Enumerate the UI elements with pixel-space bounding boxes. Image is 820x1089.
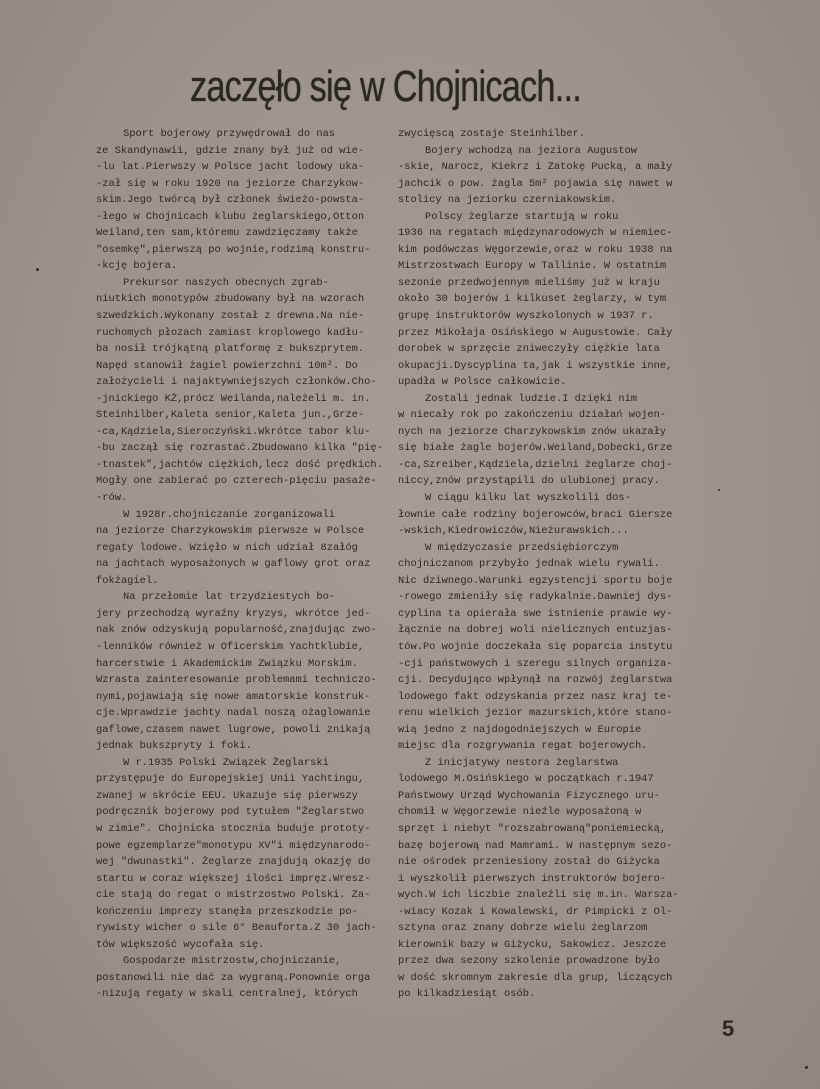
text-line: cie stają do regat o mistrzostwo Polski. Za- [96, 889, 371, 902]
text-line: wych.W ich liczbie znaleźli się m.in. Warsza- [398, 889, 679, 902]
text-line: w dość skromnym zakresie dla grup, liczących [398, 971, 673, 984]
text-line: fokżagiel. [96, 574, 159, 587]
text-line: wią jedno z najdogodniejszych w Europie [398, 723, 642, 736]
text-line: Mogły one zabierać po czterech-pięciu pasaże- [96, 475, 377, 488]
page-number: 5 [722, 1016, 735, 1041]
text-line: cji. Decydująco wpłynął na rozwój żeglarstwa [398, 674, 673, 687]
text-line: na jeziorze Charzykowskim pierwsze w Polsce [96, 525, 365, 538]
text-line: upadła w Polsce całkowicie. [398, 376, 567, 389]
text-line: wej "dwunastki". Żeglarze znajdują okazję do [96, 856, 371, 869]
text-line: nak znów odzyskują popularność,znajdując zwo- [96, 624, 377, 637]
text-line: około 30 bojerów i kilkuset żeglarzy, w tym [398, 293, 667, 306]
text-line: ze Skandynawii, gdzie znany był już od wie- [96, 144, 365, 157]
text-line: grupę instruktorów wyszkolonych w 1937 r. [398, 310, 654, 323]
text-line: kierownik bazy w Giżycku, Sakowicz. Jeszcze [398, 938, 667, 951]
text-line: Zostali jednak ludzie.I dzięki nim [425, 392, 638, 405]
text-line: Mistrzostwach Europy w Tallinie. W ostatnim [398, 260, 667, 273]
text-line: -ca,Szreiber,Kądziela,dzielni żeglarze choj- [398, 458, 673, 471]
text-line: rywisty wicher o sile 6° Beauforta.Z 30 jach- [96, 922, 377, 935]
text-line: W r.1935 Polski Związek Żeglarski [123, 756, 329, 769]
text-line: W międzyczasie przedsiębiorczym [425, 541, 619, 554]
text-line: zwycięscą zostaje Steinhilber. [398, 128, 586, 140]
text-line: jednak bukszpryty i foki. [96, 740, 252, 753]
text-line: regaty lodowe. Wzięło w nich udział 8załóg [96, 541, 358, 554]
text-line: -wskich,Kiedrowiczów,Nieżurawskich... [398, 525, 629, 538]
text-line: -rów. [96, 492, 128, 505]
text-line: -cji państwowych i szeregu silnych organiza- [398, 657, 673, 670]
print-speck [718, 489, 720, 491]
text-line: -lenników również w Oficerskim Yachtklubie, [96, 640, 365, 653]
text-line: -jnickiego KŻ,prócz Weilanda,należeli m. in. [96, 392, 371, 405]
text-line: powe egzemplarze"monotypu XV"i międzynarodo- [96, 839, 371, 852]
text-line: zwanej w skrócie EEU. Ukazuje się pierwszy [96, 789, 358, 802]
text-line: kim podówczas Węgorzewie,oraz w roku 1938 na [398, 243, 673, 256]
text-line: niccy,znów przystąpili do ulubionej pracy. [398, 475, 660, 488]
text-line: Nic dziwnego.Warunki egzystencji sportu boje [398, 574, 673, 587]
text-line: -bu zaczął się rozrastać.Zbudowano kilka "pię- [96, 442, 383, 455]
text-line: "osemkę",pierwszą po wojnie,rodzimą konstru- [96, 243, 371, 256]
text-line: Prekursor naszych obecnych zgrab- [123, 276, 329, 289]
text-line: łącznie na dobrej woli nielicznych entuzjas- [398, 624, 673, 637]
left-text-column [96, 126, 390, 1003]
text-line: miejsc dla rozgrywania regat bojerowych. [398, 740, 648, 753]
print-speck [36, 268, 39, 271]
text-line: startu w coraz większej ilości impręz.Wresz- [96, 872, 371, 885]
text-line: sztyna oraz znany dobrze wielu żeglarzom [398, 922, 648, 935]
text-line: nymi,pojawiają się nowe amatorskie konstruk- [96, 690, 371, 703]
text-line: W 1928r.chojniczanie zorganizowali [123, 508, 336, 521]
text-line: cje.Wprawdzie jachty nadal noszą ożaglowanie [96, 707, 371, 720]
article-headline: zaczęło się w Chojnicach... [190, 62, 581, 111]
text-line: lodowego M.Osińskiego w początkach r.1947 [398, 773, 654, 786]
text-line: -zał się w roku 1920 na jeziorze Charzykow- [96, 177, 365, 190]
text-line: w niecały rok po zakończeniu działań wojen- [398, 409, 667, 422]
text-line: jery przechodzą wyraźny kryzys, wkrótce jed- [96, 607, 371, 620]
text-line: chojniczanom przybyło jednak wielu rywali. [398, 558, 660, 571]
text-line: okupacji.Dyscyplina ta,jak i wszystkie inne, [398, 359, 673, 372]
text-line: Weiland,ten sam,któremu zawdzięczamy także [96, 227, 358, 240]
text-line: przez dwa sezony szkolenie prowadzone było [398, 955, 660, 968]
text-line: tów.Po wojnie doczekała się poparcia instytu [398, 640, 673, 653]
right-text-column [398, 126, 698, 1003]
text-line: Steinhilber,Kaleta senior,Kaleta jun.,Grze- [96, 409, 365, 422]
text-line: Sport bojerowy przywędrował do nas [123, 128, 336, 140]
text-line: lodowego fakt odzyskania przez nasz kraj te- [398, 690, 673, 703]
text-line: harcerstwie i Akademickim Związku Morskim. [96, 657, 358, 670]
text-line: -kcję bojera. [96, 260, 178, 273]
text-line: Z inicjatywy nestora żeglarstwa [425, 756, 619, 769]
text-line: -tnastek",jachtów ciężkich,lecz dość prędkich. [96, 458, 383, 471]
text-line: 1936 na regatach międzynarodowych w niemiec- [398, 227, 673, 240]
text-line: skim.Jego twórcą był członek świeżo-powsta- [96, 194, 365, 207]
text-line: W ciągu kilku lat wyszkolili dos- [425, 492, 631, 505]
text-line: -ca,Kądziela,Sieroczyński.Wkrótce tabor klu- [96, 425, 371, 438]
text-line: założycieli i najaktywniejszych członków.Cho- [96, 376, 377, 389]
text-line: Bojery wchodzą na jeziora Augustow [425, 144, 638, 157]
text-line: niutkich monotypów zbudowany był na wzorach [96, 293, 365, 306]
text-line: dorobek w sprzęcie zniweczyły ciężkie lata [398, 343, 660, 356]
text-line: Polscy żeglarze startują w roku [425, 210, 619, 223]
text-line: -nizują regaty w skali centralnej, których [96, 988, 358, 1001]
text-line: sezonie przedwojennym mieliśmy już w kraju [398, 276, 660, 289]
text-line: jachcik o pow. żagla 5m² pojawia się nawet w [398, 177, 673, 190]
text-line: nych na jeziorze Charzykowskim znów ukazały [398, 425, 667, 438]
text-line: Państwowy Urząd Wychowania Fizycznego uru- [398, 789, 660, 802]
text-line: Napęd stanowił żagiel powierzchni 10m². Do [96, 359, 358, 372]
text-line: łownie całe rodziny bojerowców,braci Giersze [398, 508, 673, 521]
text-line: -lu lat.Pierwszy w Polsce jacht lodowy uka- [96, 161, 365, 174]
text-line: Wzrasta zainteresowanie problemami techniczo- [96, 674, 377, 687]
text-line: nie ośrodek przeniesiony został do Giżycka [398, 856, 660, 869]
text-line: podręcznik bojerowy pod tytułem "Żeglarstwo [96, 806, 365, 819]
text-line: stolicy na jeziorku czerniakowskim. [398, 194, 617, 207]
text-line: chomił w Węgorzewie nieźle wyposażoną w [398, 806, 642, 819]
text-line: -wiacy Kozak i Kowalewski, dr Pimpicki z Ol- [398, 905, 673, 918]
text-line: cyplina ta opierała swe istnienie prawie wy- [398, 607, 673, 620]
text-line: -łego w Chojnicach klubu żeglarskiego,Otton [96, 210, 365, 223]
text-line: renu wielkich jezior mazurskich,które stano- [398, 707, 673, 720]
text-line: kończeniu imprezy stanęła przeszkodzie po- [96, 905, 358, 918]
text-line: przez Mikołaja Osińskiego w Augustowie. Cały [398, 326, 673, 339]
text-line: się białe żagle bojerów.Weiland,Dobecki,Grze [398, 442, 673, 455]
text-line: szwedzkich.Wykonany został z drewna.Na nie- [96, 310, 365, 323]
text-line: na jachtach wyposażonych w gaflowy grot oraz [96, 558, 371, 571]
text-line: bazę bojerową nad Mamrami. W następnym sezo- [398, 839, 673, 852]
print-speck [805, 1066, 808, 1069]
text-line: przystępuje do Europejskiej Unii Yachtingu, [96, 773, 365, 786]
text-line: sprzęt i niebyt "rozszabrowaną"poniemiecką, [398, 822, 667, 835]
text-line: ruchomych płozach zamiast kroplowego kadłu- [96, 326, 365, 339]
text-line: -rowego zmieniły się radykalnie.Dawniej dys- [398, 591, 673, 604]
text-line: postanowili nie dać za wygraną.Ponownie orga [96, 971, 371, 984]
text-line: Gospodarze mistrzostw,chojniczanie, [123, 955, 342, 968]
text-line: ba nosił trójkątną platformę z bukszprytem. [96, 343, 365, 356]
text-line: po kilkadziesiąt osób. [398, 988, 536, 1001]
text-line: w zimie". Chojnicka stocznia buduje prototy- [96, 822, 371, 835]
text-line: tów większość wycofała się. [96, 938, 265, 951]
text-line: -skie, Narocz, Kiekrz i Zatokę Pucką, a mały [398, 161, 673, 174]
text-line: Na przełomie lat trzydziestych bo- [123, 591, 336, 604]
text-line: gaflowe,czasem nawet lugrowe, powoli znikają [96, 723, 371, 736]
text-line: i wyszkolił pierwszych instruktorów bojero- [398, 872, 667, 885]
